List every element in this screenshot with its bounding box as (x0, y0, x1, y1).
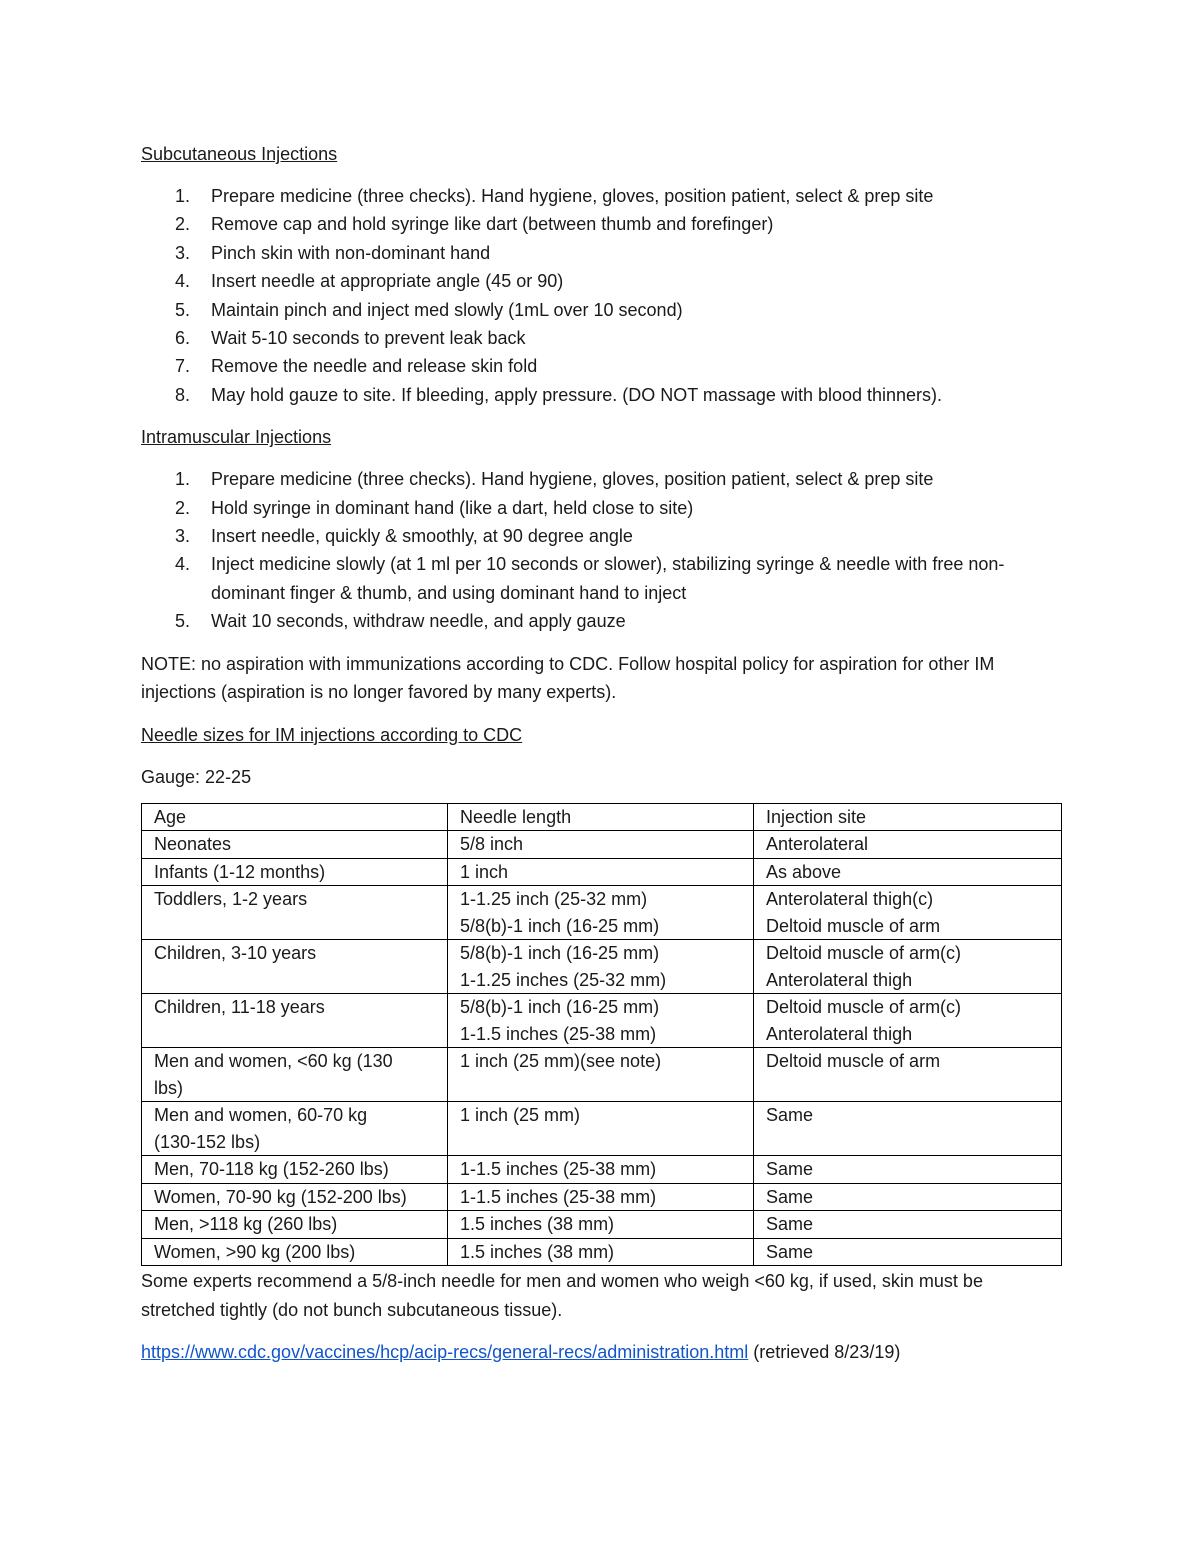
cell-text: Same (766, 1241, 814, 1262)
cell-text: 1-1.5 inches (25-38 mm) (460, 1023, 657, 1044)
cell-text: Deltoid muscle of arm (766, 915, 941, 936)
cell-text: Anterolateral thigh (766, 969, 913, 990)
header-needle-length: Needle length (448, 803, 754, 831)
injection-site-cell (754, 1102, 1062, 1156)
age-cell (142, 1102, 448, 1156)
step-number: 8. (175, 384, 191, 405)
cell-text: 1 inch (25 mm) (460, 1105, 581, 1126)
cell-text: Anterolateral thigh(c) (766, 889, 934, 910)
im-heading: Intramuscular Injections (141, 427, 332, 448)
cell-text: Children, 3-10 years (154, 943, 317, 964)
table-row (142, 831, 1062, 859)
needle-length-cell (448, 994, 754, 1048)
needle-length-cell (448, 1048, 754, 1102)
table-footnote: Some experts recommend a 5/8-inch needle for men and women who weigh <60 kg, if used, skin must be stretched tightly (do not bunch subcutaneous tissue). (141, 1271, 983, 1320)
injection-site-cell (754, 940, 1062, 994)
cell-text: 1 inch (460, 861, 509, 882)
cell-text: lbs) (154, 1077, 184, 1098)
age-cell (142, 1211, 448, 1239)
injection-site-cell (754, 1048, 1062, 1102)
table-row (142, 858, 1062, 886)
table-row (142, 1156, 1062, 1184)
step-text: Prepare medicine (three checks). Hand hygiene, gloves, position patient, select & prep site (211, 469, 934, 490)
cell-text: 1.5 inches (38 mm) (460, 1241, 615, 1262)
cell-text: Deltoid muscle of arm (766, 1051, 941, 1072)
subq-step (141, 381, 1061, 409)
table-row (142, 1238, 1062, 1266)
source-line (141, 1338, 1061, 1366)
cell-text: 1-1.25 inch (25-32 mm) (460, 889, 648, 910)
cell-text: 5/8(b)-1 inch (16-25 mm) (460, 943, 660, 964)
age-cell (142, 858, 448, 886)
subq-step (141, 324, 1061, 352)
cell-text: Same (766, 1214, 814, 1235)
table-row (142, 1102, 1062, 1156)
injection-site-cell (754, 858, 1062, 886)
cell-text: Men, 70-118 kg (152-260 lbs) (154, 1159, 389, 1180)
step-text: Inject medicine slowly (at 1 ml per 10 seconds or slower), stabilizing syringe & needle with free non-dominant finger & thumb, and using dominant hand to inject (211, 554, 1005, 603)
cell-text: Same (766, 1159, 814, 1180)
cell-text: Deltoid muscle of arm(c) (766, 943, 962, 964)
injection-site-cell (754, 994, 1062, 1048)
step-number: 6. (175, 328, 191, 349)
step-text: Hold syringe in dominant hand (like a dart, held close to site) (211, 497, 694, 518)
subq-steps-list (141, 182, 1061, 409)
table-header-row (142, 803, 1062, 831)
table-row (142, 940, 1062, 994)
cell-text: (130-152 lbs) (154, 1131, 261, 1152)
needle-length-cell (448, 858, 754, 886)
cell-text: Infants (1-12 months) (154, 861, 326, 882)
cell-text: Children, 11-18 years (154, 997, 325, 1018)
step-number: 2. (175, 497, 191, 518)
subq-heading: Subcutaneous Injections (141, 144, 338, 164)
cell-text: Toddlers, 1-2 years (154, 889, 308, 910)
cell-text: Anterolateral (766, 834, 869, 855)
step-text: Remove cap and hold syringe like dart (between thumb and forefinger) (211, 214, 774, 235)
age-cell (142, 994, 448, 1048)
cell-text: Men, >118 kg (260 lbs) (154, 1214, 338, 1235)
table-row (142, 1211, 1062, 1239)
header-age: Age (142, 803, 448, 831)
cell-text: 1-1.5 inches (25-38 mm) (460, 1159, 657, 1180)
aspiration-note: NOTE: no aspiration with immunizations according to CDC. Follow hospital policy for aspiration for other IM injections (aspiration is no longer favored by many experts). (141, 653, 995, 703)
needle-length-cell (448, 940, 754, 994)
step-number: 2. (175, 214, 191, 235)
cell-text: Men and women, 60-70 kg (154, 1105, 368, 1126)
step-number: 5. (175, 299, 191, 320)
cdc-source-link[interactable]: https://www.cdc.gov/vaccines/hcp/acip-recs/general-recs/administration.html (141, 1342, 749, 1363)
step-text: May hold gauze to site. If bleeding, apply pressure. (DO NOT massage with blood thinners). (211, 384, 943, 405)
im-step (141, 550, 1061, 607)
document-page (141, 140, 1061, 1381)
cell-text: Same (766, 1186, 814, 1207)
age-cell (142, 1048, 448, 1102)
needle-length-cell (448, 831, 754, 859)
step-text: Wait 5-10 seconds to prevent leak back (211, 328, 526, 349)
age-cell (142, 1183, 448, 1211)
step-text: Prepare medicine (three checks). Hand hygiene, gloves, position patient, select & prep site (211, 186, 934, 206)
subq-step (141, 210, 1061, 238)
table-row (142, 1048, 1062, 1102)
injection-site-cell (754, 1211, 1062, 1239)
step-number: 7. (175, 356, 191, 377)
needle-length-cell (448, 1156, 754, 1184)
gauge-text: Gauge: 22-25 (141, 766, 252, 787)
step-text: Pinch skin with non-dominant hand (211, 242, 491, 263)
im-step (141, 522, 1061, 550)
needle-length-cell (448, 1102, 754, 1156)
step-number: 4. (175, 271, 191, 292)
subq-step (141, 239, 1061, 267)
cell-text: Women, >90 kg (200 lbs) (154, 1241, 356, 1262)
cell-text: 1 inch (25 mm)(see note) (460, 1051, 662, 1072)
step-number: 5. (175, 611, 191, 632)
injection-site-cell (754, 886, 1062, 940)
step-number: 1. (175, 186, 191, 206)
age-cell (142, 1156, 448, 1184)
cell-text: Deltoid muscle of arm(c) (766, 997, 962, 1018)
table-row (142, 994, 1062, 1048)
cell-text: 1-1.25 inches (25-32 mm) (460, 969, 667, 990)
cell-text: 1-1.5 inches (25-38 mm) (460, 1186, 657, 1207)
im-step (141, 494, 1061, 522)
age-cell (142, 831, 448, 859)
cell-text: Men and women, <60 kg (130 (154, 1051, 393, 1072)
step-number: 4. (175, 554, 191, 575)
cell-text: Anterolateral thigh (766, 1023, 913, 1044)
im-step (141, 607, 1061, 635)
needle-sizes-heading: Needle sizes for IM injections according to CDC (141, 724, 523, 745)
im-steps-list (141, 465, 1061, 635)
injection-site-cell (754, 1156, 1062, 1184)
age-cell (142, 1238, 448, 1266)
subq-step (141, 267, 1061, 295)
cell-text: Same (766, 1105, 814, 1126)
needle-size-table (141, 803, 1062, 1267)
step-number: 1. (175, 469, 191, 490)
cell-text: Neonates (154, 834, 232, 855)
step-number: 3. (175, 526, 191, 547)
cell-text: 5/8 inch (460, 834, 524, 855)
step-text: Wait 10 seconds, withdraw needle, and apply gauze (211, 611, 626, 632)
subq-step (141, 352, 1061, 380)
needle-length-cell (448, 1238, 754, 1266)
retrieved-date: (retrieved 8/23/19) (753, 1342, 901, 1363)
step-text: Insert needle at appropriate angle (45 or 90) (211, 271, 564, 292)
cell-text: 5/8(b)-1 inch (16-25 mm) (460, 997, 660, 1018)
cell-text: As above (766, 861, 842, 882)
table-row (142, 1183, 1062, 1211)
cell-text: Women, 70-90 kg (152-200 lbs) (154, 1186, 407, 1207)
cell-text: 1.5 inches (38 mm) (460, 1214, 615, 1235)
step-text: Insert needle, quickly & smoothly, at 90 degree angle (211, 526, 633, 547)
step-text: Maintain pinch and inject med slowly (1mL over 10 second) (211, 299, 683, 320)
injection-site-cell (754, 831, 1062, 859)
age-cell (142, 940, 448, 994)
injection-site-cell (754, 1238, 1062, 1266)
im-step (141, 465, 1061, 493)
injection-site-cell (754, 1183, 1062, 1211)
subq-step (141, 182, 1061, 210)
needle-length-cell (448, 886, 754, 940)
cell-text: 5/8(b)-1 inch (16-25 mm) (460, 915, 660, 936)
header-injection-site: Injection site (754, 803, 1062, 831)
subq-step (141, 296, 1061, 324)
step-text: Remove the needle and release skin fold (211, 356, 538, 377)
needle-length-cell (448, 1183, 754, 1211)
step-number: 3. (175, 242, 191, 263)
needle-length-cell (448, 1211, 754, 1239)
table-row (142, 886, 1062, 940)
age-cell (142, 886, 448, 940)
